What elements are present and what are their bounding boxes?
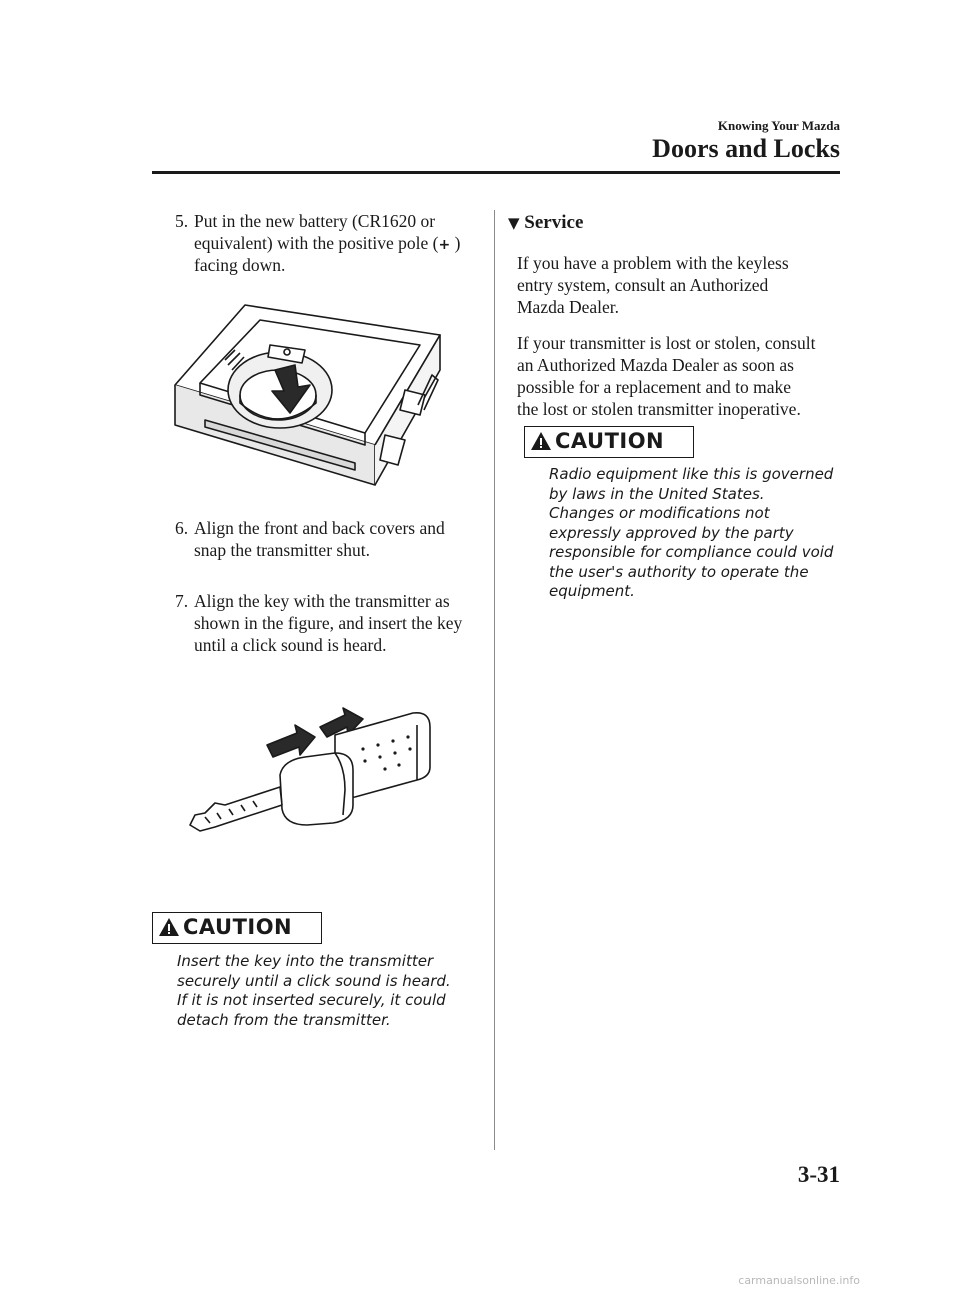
step-6-line-1: Align the front and back covers and [194,518,445,538]
step-7-line-2: shown in the figure, and insert the key [194,613,463,633]
step-6 [175,517,475,563]
caution-box-right [524,426,694,458]
step-7-line-1: Align the key with the transmitter as [194,591,450,611]
warning-triangle-icon [530,431,552,451]
paragraph-line: possible for a replacement and to make [517,377,792,397]
caution-right-line: Changes or modifications not [549,504,770,522]
step-5-line-2a: equivalent) with the positive pole ( [194,233,439,253]
step-7 [175,590,485,660]
caution-right-line: the user's authority to operate the [549,562,809,581]
header-section-label: Knowing Your Mazda [717,118,840,133]
key-insertion-illustration [185,705,445,865]
section-marker-icon: ▼ [508,214,520,232]
caution-box-left [152,912,322,944]
caution-right-line: Radio equipment like this is governed [549,465,834,483]
header-rule [152,171,840,174]
service-heading [508,212,583,234]
service-title: Service [524,212,584,233]
caution-right-line: responsible for compliance could void [549,543,834,561]
step-5-line-2 [194,232,460,256]
paragraph-line: the lost or stolen transmitter inoperative. [517,399,801,419]
caution-left-line: If it is not inserted securely, it could [177,991,446,1009]
step-6-line-2: snap the transmitter shut. [194,540,370,560]
step-5-line-1: Put in the new battery (CR1620 or [194,211,436,231]
paragraph-line: entry system, consult an Authorized [517,275,769,295]
step-7-number: 7. [175,591,189,611]
step-5 [175,210,475,280]
step-5-line-3: facing down. [194,255,286,275]
caution-label-left: CAUTION [183,915,293,939]
caution-text-right [549,465,849,602]
caution-text-left [177,952,477,1030]
caution-left-line: Insert the key into the transmitter [177,952,434,970]
paragraph-line: If your transmitter is lost or stolen, consult [517,333,816,353]
plus-icon: + [438,237,451,253]
watermark: carmanualsonline.info [738,1274,860,1287]
page-number: 3-31 [797,1162,840,1187]
caution-left-line: securely until a click sound is heard. [177,971,451,990]
step-7-line-3: until a click sound is heard. [194,635,387,655]
battery-installation-illustration [170,295,450,495]
header-title: Doors and Locks [652,134,840,163]
paragraph-line: If you have a problem with the keyless [517,253,789,273]
service-paragraph-1 [517,252,847,318]
paragraph-line: Mazda Dealer. [517,297,620,317]
caution-label-right: CAUTION [555,429,665,453]
caution-left-line: detach from the transmitter. [177,1010,391,1029]
paragraph-line: an Authorized Mazda Dealer as soon as [517,355,794,375]
caution-right-line: expressly approved by the party [549,523,794,542]
step-5-line-2b: ) [450,233,461,253]
warning-triangle-icon [158,917,180,937]
step-6-number: 6. [175,518,189,538]
service-paragraph-2 [517,332,847,420]
caution-right-line: by laws in the United States. [549,484,765,503]
step-5-number: 5. [175,211,189,231]
caution-right-line: equipment. [549,582,635,600]
column-divider [494,210,495,1150]
